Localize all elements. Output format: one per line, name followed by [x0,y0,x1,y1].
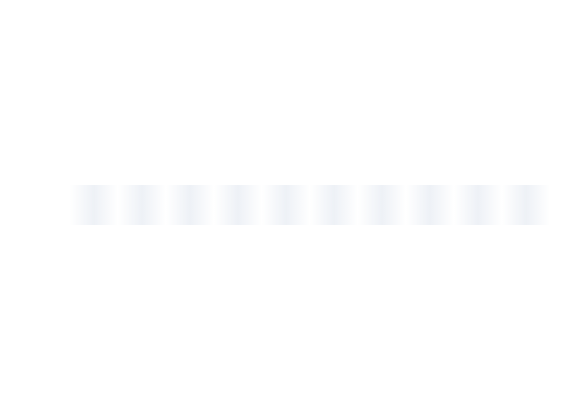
watermark [70,185,550,225]
watermark-band [70,185,550,225]
document-title [0,2,581,16]
